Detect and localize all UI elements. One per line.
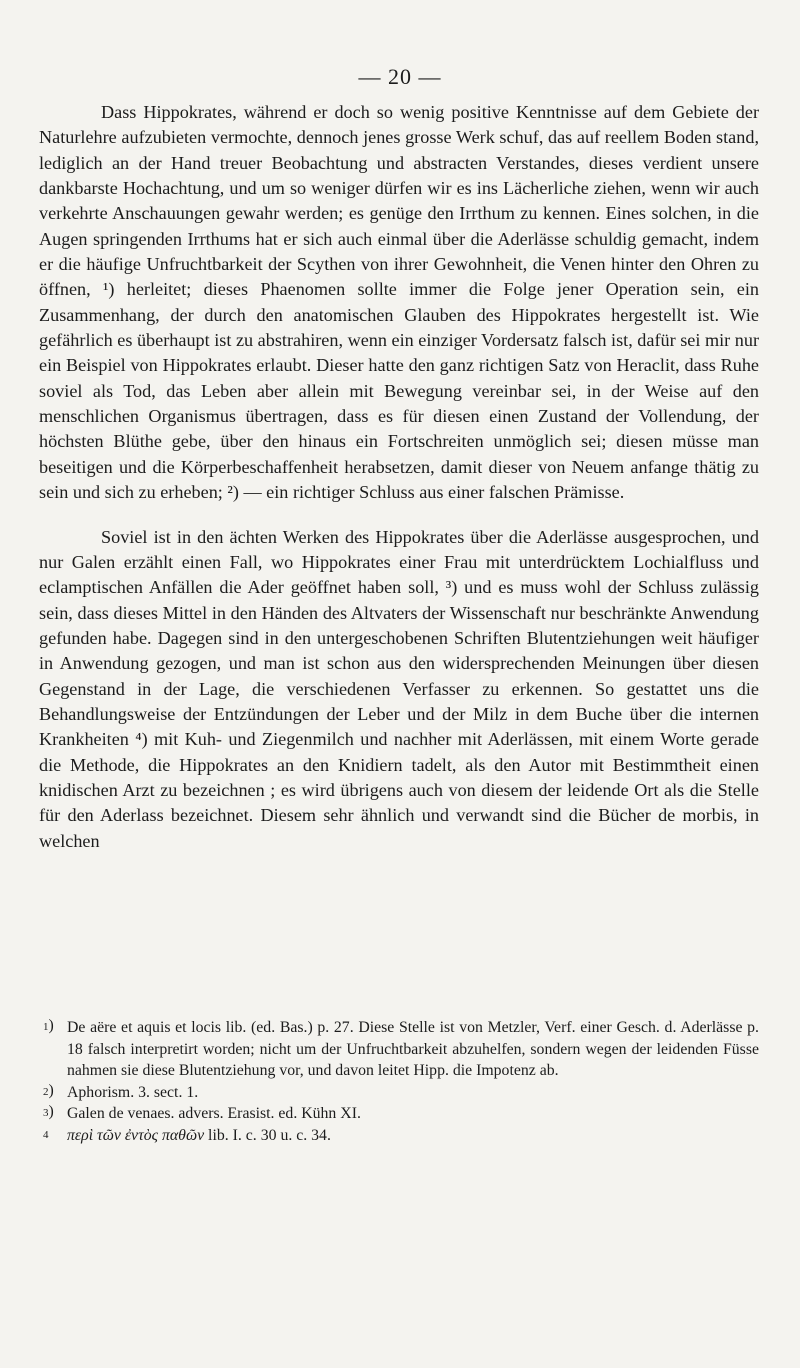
footnote-4 xyxy=(39,1125,759,1147)
footnote-2-mark: 2) xyxy=(43,1081,54,1099)
body-text xyxy=(39,100,759,854)
paragraph-1: Dass Hippokrates, während er doch so wenig positive Kenntnisse auf dem Gebiete der Naturlehre aufzubieten vermochte, dennoch jenes grosse Werk schuf, das auf reellem Boden stand, lediglich an der Hand treuer Beobachtung und abstracten Verstandes, dieses verdient unsere dankbarste Hochachtung, und um so weniger dürfen wir es ins Lächerliche ziehen, wenn wir auch verkehrte Anschauungen gewahr werden; es genüge den Irrthum zu kennen. Eines solchen, in die Augen springenden Irrthums hat er sich auch einmal über die Aderlässe schuldig gemacht, indem er die häufige Unfruchtbarkeit der Scythen von ihrer Gewohnheit, die Venen hinter den Ohren zu öffnen, ¹) herleitet; dieses Phaenomen sollte immer die Folge jener Operation sein, ein Zusammenhang, der durch den anatomischen Glauben des Hippokrates hergestellt ist. Wie gefährlich es überhaupt ist zu abstrahiren, wenn ein einziger Vordersatz falsch ist, dafür sei mir nur ein Beispiel von Hippokrates erlaubt. Dieser hatte den ganz richtigen Satz von Heraclit, dass Ruhe soviel als Tod, das Leben aber allein mit Bewegung vereinbar sei, in der Weise auf den menschlichen Organismus übertragen, dass es für diesen einen Zustand der Vollendung, der höchsten Blüthe gebe, über den hinaus ein Fortschreiten unmöglich sei; diesen müsse man beseitigen und die Körperbeschaffenheit herabsetzen, damit dieser von Neuem anfange thätig zu sein und sich zu erheben; ²) — ein richtiger Schluss aus einer falschen Prämisse. xyxy=(39,102,760,503)
footnote-4-mark: 4 xyxy=(43,1128,49,1141)
footnote-1 xyxy=(39,1017,759,1082)
footnote-1-mark: 1) xyxy=(43,1017,54,1034)
footnote-2 xyxy=(39,1082,759,1104)
footnote-1-text: De aëre et aquis et locis lib. (ed. Bas.) p. 27. Diese Stelle ist von Metzler, Verf. einer Gesch. d. Aderlässe p. 18 falsch interpretirt worden; nicht um der Unfruchtbarkeit abzuhelfen, sondern wegen der leidenden Füsse nahmen sie diese Blutentziehung vor, und davon leitet Hipp. die Impotenz ab. xyxy=(67,1019,759,1080)
footnote-3 xyxy=(39,1103,759,1125)
paragraph-2: Soviel ist in den ächten Werken des Hippokrates über die Aderlässe ausgesprochen, und nur Galen erzählt einen Fall, wo Hippokrates einer Frau mit unterdrücktem Lochialfluss und eclamptischen Anfällen die Ader geöffnet haben soll, ³) und es muss wohl der Schluss zulässig sein, dass dieses Mittel in den Händen des Altvaters der Wissenschaft nur beschränkte Anwendung gefunden habe. Dagegen sind in den untergeschobenen Schriften Blutentziehungen weit häufiger in Anwendung gezogen, und man ist schon aus den widersprechenden Meinungen über diesen Gegenstand in der Lage, die verschiedenen Verfasser zu erkennen. So gestattet uns die Behandlungsweise der Entzündungen der Leber und der Milz in dem Buche über die internen Krankheiten ⁴) mit Kuh- und Ziegenmilch und nachher mit Aderlässen, mit einem Worte gerade die Methode, die Hippokrates an den Knidiern tadelt, als den Autor mit Bestimmtheit einen knidischen Arzt zu bezeichnen ; es wird übrigens auch von diesem der leidende Ort als die Stelle für den Aderlass bezeichnet. Diesem sehr ähnlich und verwandt sind die Bücher de morbis, in welchen xyxy=(39,526,759,851)
footnote-2-text: Aphorism. 3. sect. 1. xyxy=(67,1083,199,1101)
footnote-4-text: lib. I. c. 30 u. c. 34. xyxy=(204,1126,331,1144)
footnote-3-text: Galen de venaes. advers. Erasist. ed. Kühn XI. xyxy=(67,1105,361,1123)
page-number: — 20 — xyxy=(358,64,442,89)
footnote-3-mark: 3) xyxy=(43,1103,54,1121)
footnotes xyxy=(39,1017,759,1147)
footnote-4-greek-title: περὶ τῶν ἐντὸς παθῶν xyxy=(67,1126,205,1144)
